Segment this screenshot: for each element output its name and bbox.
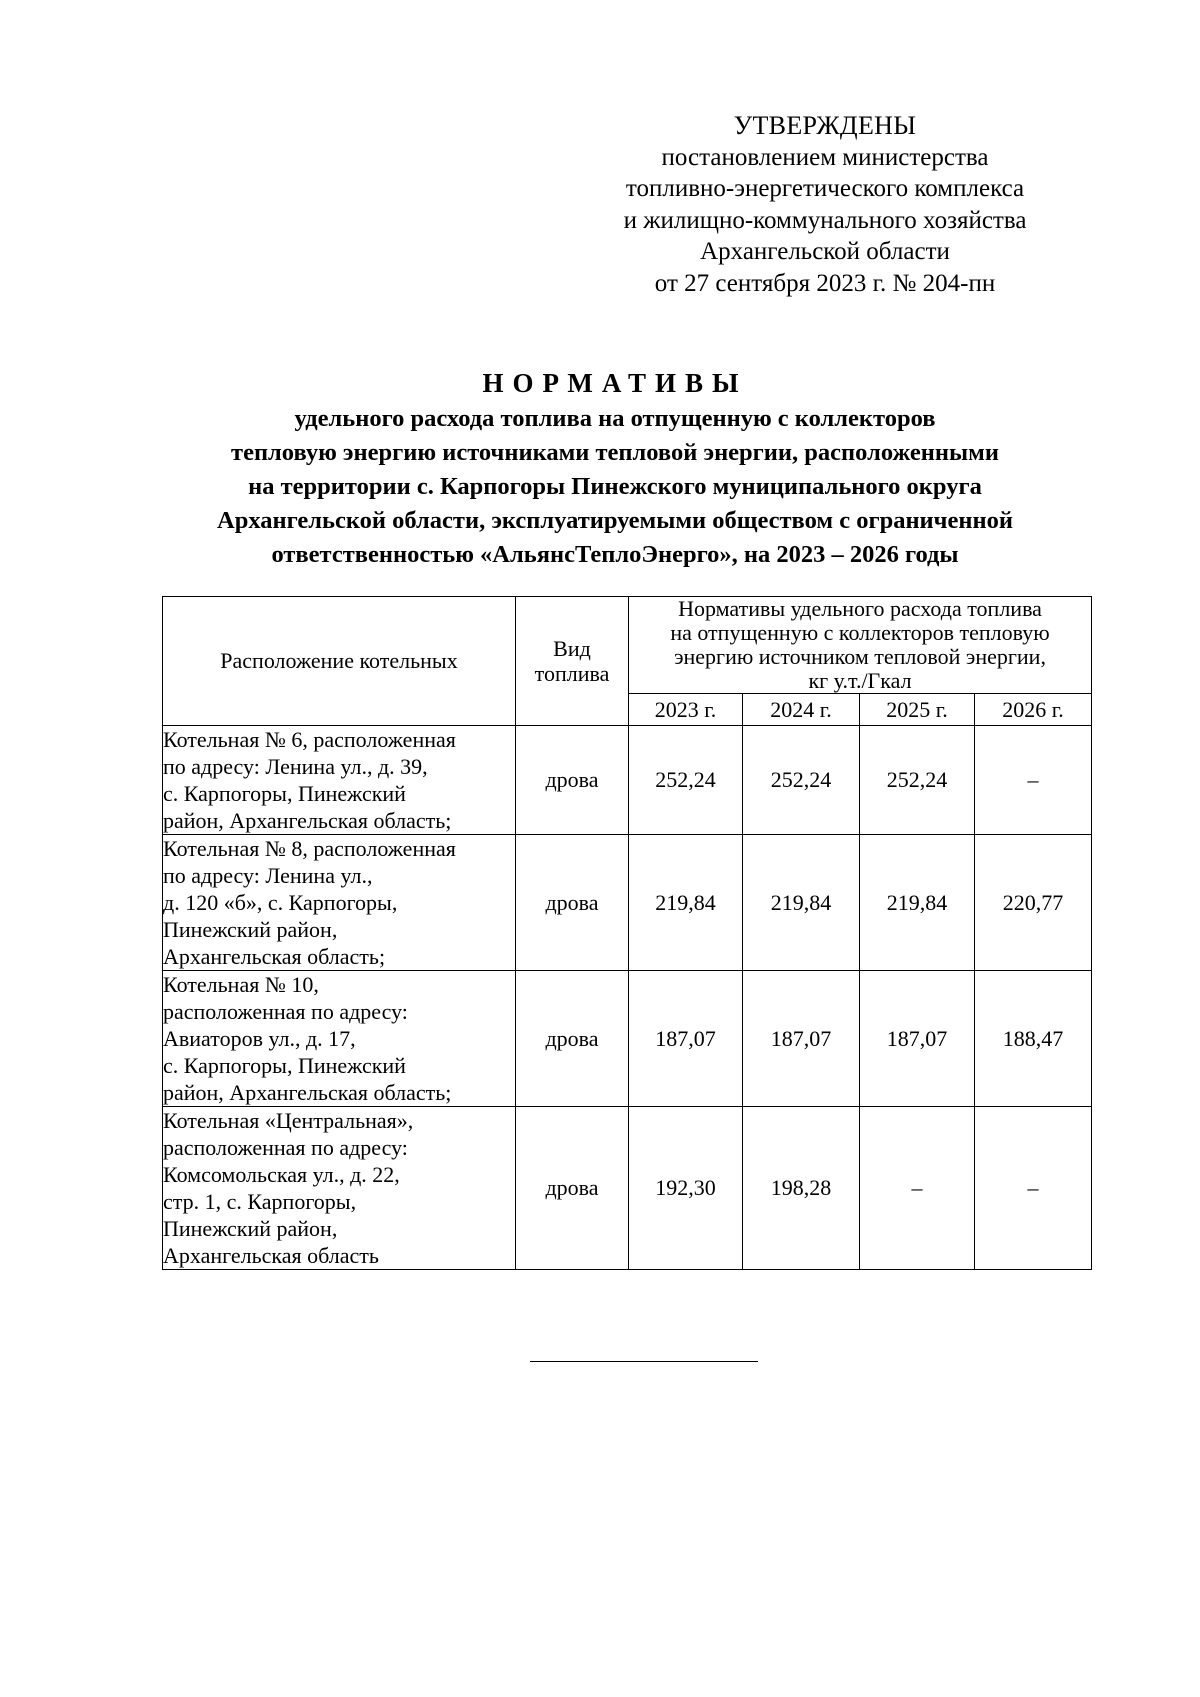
location-line: стр. 1, с. Карпогоры, <box>163 1189 357 1214</box>
header-norms <box>629 597 1092 694</box>
header-norms-line: на отпущенную с коллекторов тепловую <box>670 620 1050 645</box>
boiler-location <box>163 971 516 1107</box>
fuel-type: дрова <box>516 835 629 971</box>
table-row <box>163 835 1092 971</box>
table-row <box>163 1107 1092 1270</box>
header-norms-line: энергию источником тепловой энергии, <box>674 644 1046 669</box>
header-year: 2026 г. <box>975 694 1092 726</box>
header-fuel-line: Вид <box>553 636 591 661</box>
norm-value: – <box>975 726 1092 835</box>
approval-line: топливно-энергетического комплекса <box>625 175 1025 202</box>
location-line: Пинежский район, <box>163 1216 338 1241</box>
approval-line: постановлением министерства <box>661 143 989 171</box>
location-line: Котельная «Центральная», <box>163 1108 414 1133</box>
location-line: Архангельская область <box>163 1243 379 1268</box>
approval-line: от 27 сентября 2023 г. № 204-пн <box>654 269 996 297</box>
location-line: Авиаторов ул., д. 17, <box>163 1026 356 1051</box>
title-main: НОРМАТИВЫ <box>482 368 748 398</box>
location-line: Котельная № 8, расположенная <box>163 836 456 861</box>
approval-line: Архангельской области <box>700 238 950 265</box>
title-line: на территории с. Карпогоры Пинежского муниципального округа <box>248 473 982 500</box>
norm-value: 252,24 <box>860 726 975 835</box>
fuel-type: дрова <box>516 726 629 835</box>
table-row <box>163 971 1092 1107</box>
fuel-type: дрова <box>516 971 629 1107</box>
norm-value: 187,07 <box>743 971 860 1107</box>
norm-value: 192,30 <box>629 1107 743 1270</box>
location-line: Котельная № 6, расположенная <box>163 727 456 752</box>
norm-value: 252,24 <box>743 726 860 835</box>
location-line: Пинежский район, <box>163 917 338 942</box>
header-norms-line: кг у.т./Гкал <box>808 668 912 693</box>
location-line: по адресу: Ленина ул., <box>163 863 373 888</box>
table-header-row <box>163 597 1092 694</box>
norm-value: 220,77 <box>975 835 1092 971</box>
title-line: тепловую энергию источниками тепловой энергии, расположенными <box>231 439 999 466</box>
header-norms-line: Нормативы удельного расхода топлива <box>678 596 1042 621</box>
norms-table <box>162 596 1092 1270</box>
location-line: район, Архангельская область; <box>163 808 452 833</box>
title-line: удельного расхода топлива на отпущенную с коллекторов <box>294 405 936 432</box>
header-fuel <box>516 597 629 726</box>
norm-value: 219,84 <box>860 835 975 971</box>
approval-line: и жилищно-коммунального хозяйства <box>623 206 1027 234</box>
table-row <box>163 726 1092 835</box>
norm-value: 252,24 <box>629 726 743 835</box>
end-divider <box>530 1361 758 1362</box>
norm-value: 187,07 <box>860 971 975 1107</box>
header-year: 2023 г. <box>629 694 743 726</box>
header-fuel-line: топлива <box>534 661 610 686</box>
location-line: с. Карпогоры, Пинежский <box>163 1053 406 1078</box>
norm-value: – <box>975 1107 1092 1270</box>
document-title <box>150 364 1080 572</box>
approval-block <box>590 110 1060 299</box>
norm-value: 188,47 <box>975 971 1092 1107</box>
boiler-location <box>163 1107 516 1270</box>
location-line: по адресу: Ленина ул., д. 39, <box>163 754 428 779</box>
fuel-type: дрова <box>516 1107 629 1270</box>
location-line: расположенная по адресу: <box>163 999 408 1024</box>
location-line: д. 120 «б», с. Карпогоры, <box>163 890 398 915</box>
norm-value: 219,84 <box>629 835 743 971</box>
norm-value: 219,84 <box>743 835 860 971</box>
header-location: Расположение котельных <box>163 597 516 726</box>
header-year: 2025 г. <box>860 694 975 726</box>
location-line: Котельная № 10, <box>163 972 319 997</box>
title-line: ответственностью «АльянсТеплоЭнерго», на 2023 – 2026 годы <box>271 541 959 568</box>
boiler-location <box>163 726 516 835</box>
location-line: Архангельская область; <box>163 944 386 969</box>
norm-value: – <box>860 1107 975 1270</box>
title-line: Архангельской области, эксплуатируемыми обществом с ограниченной <box>217 507 1013 534</box>
norm-value: 198,28 <box>743 1107 860 1270</box>
location-line: Комсомольская ул., д. 22, <box>163 1162 400 1187</box>
norm-value: 187,07 <box>629 971 743 1107</box>
location-line: район, Архангельская область; <box>163 1080 452 1105</box>
location-line: расположенная по адресу: <box>163 1135 408 1160</box>
approval-heading: УТВЕРЖДЕНЫ <box>733 111 917 140</box>
header-year: 2024 г. <box>743 694 860 726</box>
location-line: с. Карпогоры, Пинежский <box>163 781 406 806</box>
boiler-location <box>163 835 516 971</box>
